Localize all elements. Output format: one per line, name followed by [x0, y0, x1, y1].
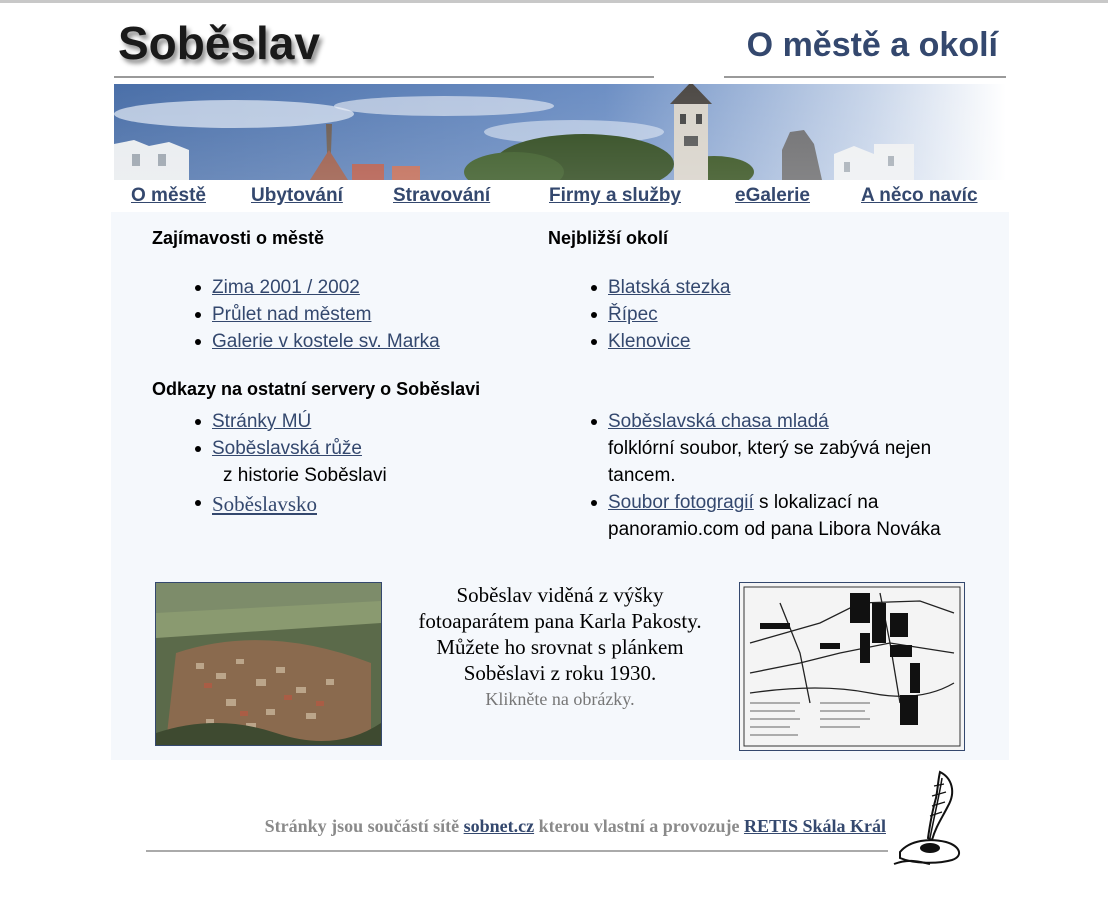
link-description: z historie Soběslavi	[223, 465, 387, 486]
list-item	[156, 328, 516, 355]
link-stranky-mu[interactable]: Stránky MÚ	[212, 411, 312, 432]
caption-line: Soběslav viděná z výšky	[456, 583, 664, 607]
link-sobeslavsko[interactable]: Soběslavsko	[212, 492, 317, 516]
header-divider-left	[114, 76, 654, 78]
link-soubor-fotografii[interactable]: Soubor fotogragií	[608, 492, 754, 513]
other-servers-heading: Odkazy na ostatní servery o Soběslavi	[152, 379, 481, 399]
other-servers-left-list	[156, 408, 516, 521]
list-item	[552, 408, 952, 489]
list-item	[156, 489, 516, 521]
caption-line: fotoaparátem pana Karla Pakosty.	[418, 609, 702, 633]
list-item	[552, 489, 952, 543]
footer-divider	[146, 850, 888, 852]
list-item	[156, 435, 516, 489]
link-retis[interactable]: RETIS Skála Král	[743, 816, 886, 836]
link-prulet[interactable]: Průlet nad městem	[212, 304, 372, 325]
top-border	[0, 0, 1108, 3]
town-map-1930[interactable]	[739, 582, 965, 751]
other-servers-right-list	[552, 408, 952, 543]
link-ripec[interactable]: Řípec	[608, 304, 658, 325]
list-item	[156, 301, 516, 328]
nav-item-egalerie[interactable]: eGalerie	[735, 185, 810, 206]
list-item	[552, 328, 952, 355]
caption-line: Můžete ho srovnat s plánkem	[436, 635, 684, 659]
photo-caption	[382, 582, 738, 712]
nav-item-a-neco-navic[interactable]: A něco navíc	[861, 185, 978, 206]
link-sobeslavska-ruze[interactable]: Soběslavská růže	[212, 438, 362, 459]
nav-item-ubytovani[interactable]: Ubytování	[251, 185, 343, 206]
aerial-photo[interactable]	[155, 582, 382, 746]
list-item	[552, 274, 952, 301]
town-banner-image	[114, 84, 1006, 180]
link-description: folklórní soubor, který se zabývá nejen tancem.	[608, 438, 932, 486]
footer-middle: kterou vlastní a provozuje	[538, 816, 740, 836]
list-item	[156, 408, 516, 435]
footer-prefix: Stránky jsou součástí sítě	[264, 816, 460, 836]
link-blatska-stezka[interactable]: Blatská stezka	[608, 277, 731, 298]
site-logo[interactable]: Soběslav	[118, 17, 320, 69]
header-divider-right	[724, 76, 1006, 78]
surroundings-list	[552, 274, 952, 355]
quill-inkwell-icon	[890, 768, 970, 868]
footer-text	[146, 816, 886, 837]
link-sobnet[interactable]: sobnet.cz	[463, 816, 535, 836]
nav-item-firmy-a-sluzby[interactable]: Firmy a služby	[549, 185, 681, 206]
attractions-heading: Zajímavosti o městě	[152, 228, 325, 248]
nav-item-o-meste[interactable]: O městě	[131, 185, 206, 206]
main-navigation	[114, 182, 1006, 212]
caption-line: Soběslavi z roku 1930.	[463, 661, 657, 685]
surroundings-heading: Nejbližší okolí	[548, 228, 669, 248]
click-hint: Klikněte na obrázky.	[485, 689, 635, 709]
link-klenovice[interactable]: Klenovice	[608, 331, 691, 352]
nav-item-stravovani[interactable]: Stravování	[393, 185, 491, 206]
page-title: O městě a okolí	[746, 26, 998, 64]
list-item	[552, 301, 952, 328]
header	[114, 14, 1006, 180]
attractions-list	[156, 274, 516, 355]
link-description: s lokalizací na panoramio.com od pana Libora Nováka	[608, 492, 941, 540]
link-zima[interactable]: Zima 2001 / 2002	[212, 277, 360, 298]
link-sobeslavska-chasa[interactable]: Soběslavská chasa mladá	[608, 411, 829, 432]
link-galerie-kostel[interactable]: Galerie v kostele sv. Marka	[212, 331, 440, 352]
list-item	[156, 274, 516, 301]
